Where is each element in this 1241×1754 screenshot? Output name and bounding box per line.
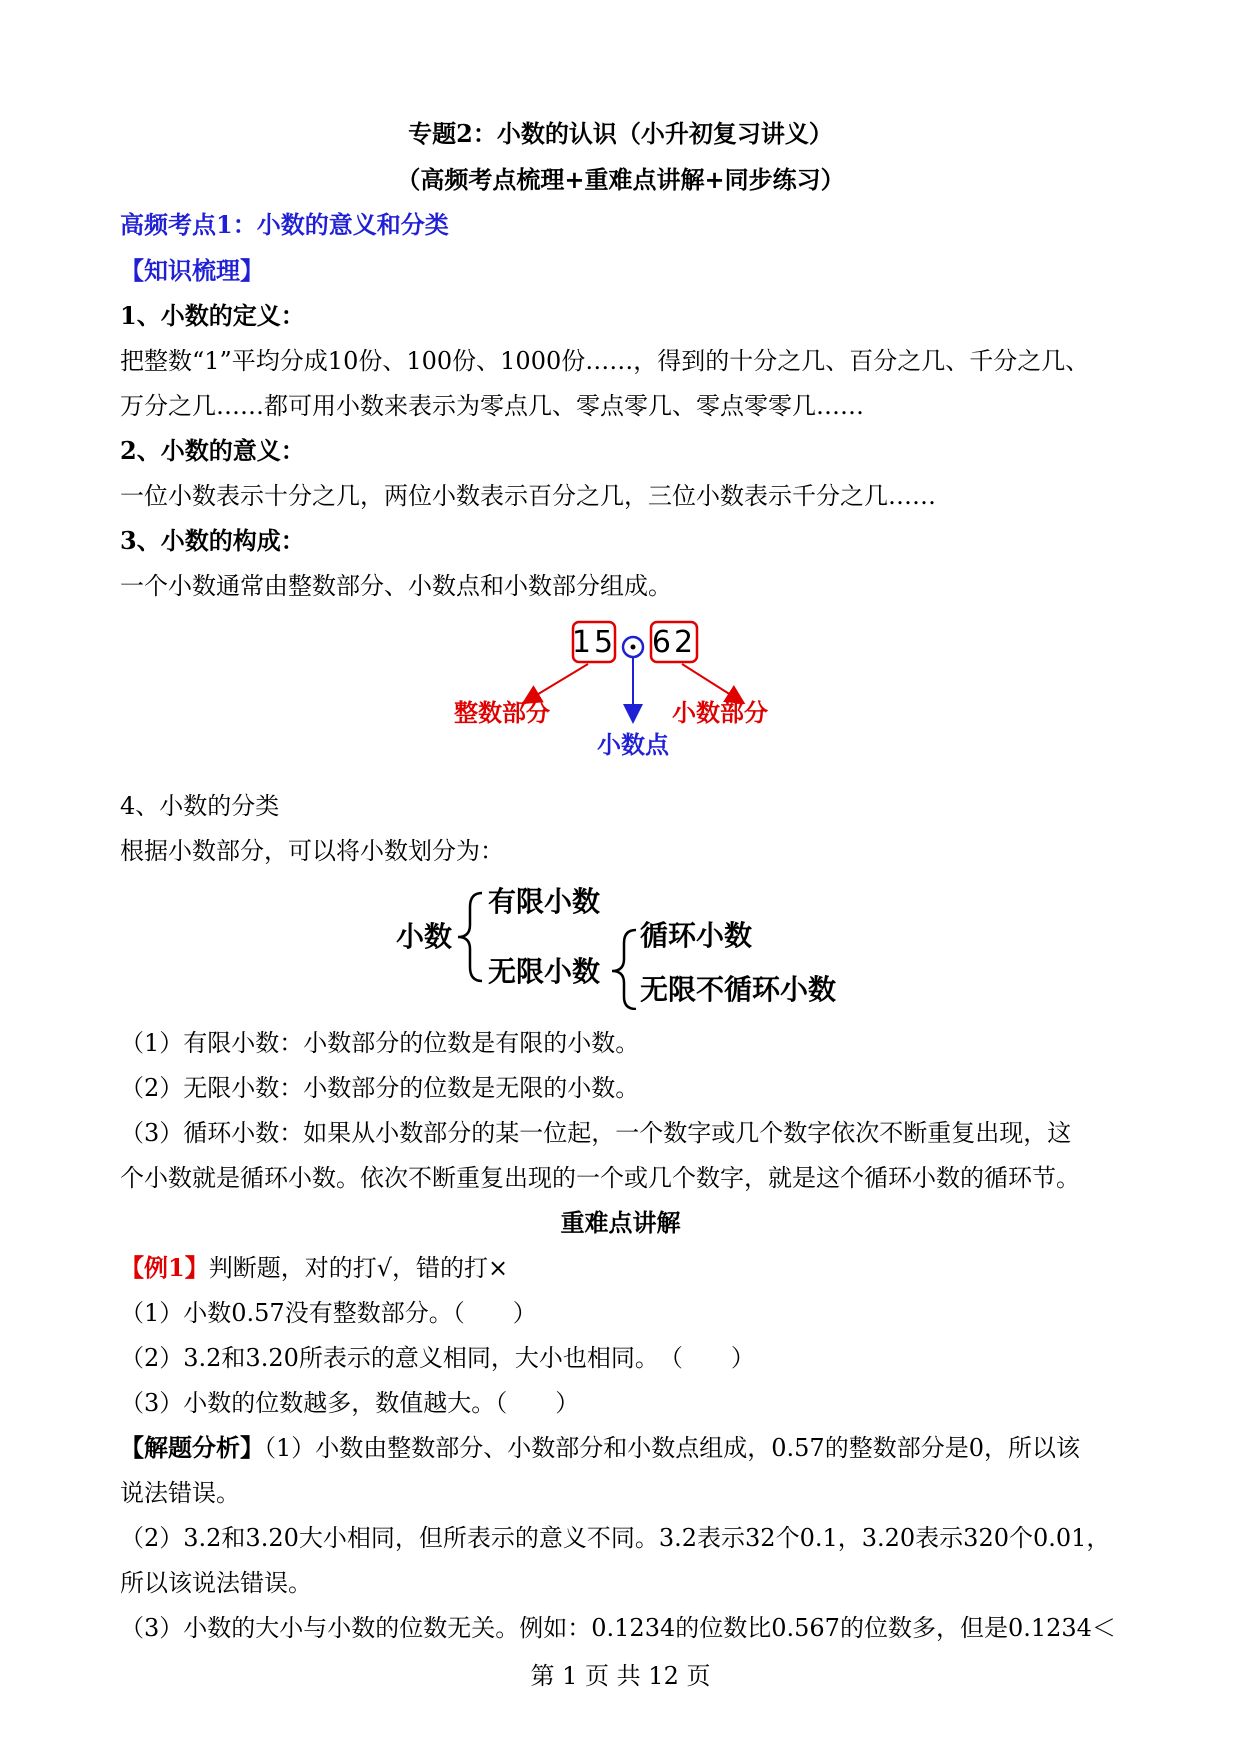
question-3: （3）小数的位数越多，数值越大。（ ） xyxy=(120,1389,580,1417)
brace-1 xyxy=(458,893,482,981)
decimal-composition-diagram xyxy=(440,610,800,760)
tree-root: 小数 xyxy=(396,920,453,953)
integer-part-label: 整数部分 xyxy=(454,699,550,727)
decimal-part-label: 小数部分 xyxy=(672,699,768,727)
classify-line: 根据小数部分，可以将小数划分为： xyxy=(120,837,504,865)
knowledge-tag: 【知识梳理】 xyxy=(120,256,264,285)
page-number-footer: 第 1 页 共 12 页 xyxy=(530,1662,711,1690)
finite-definition: （1）有限小数：小数部分的位数是有限的小数。 xyxy=(120,1029,640,1057)
answer-2-line-1: （2）3.2和3.20大小相同，但所表示的意义不同。3.2表示32个0.1，3.20表示320个0.01， xyxy=(120,1524,1111,1552)
definition-line-1: 把整数“1”平均分成10份、100份、1000份……，得到的十分之几、百分之几、千分之几、 xyxy=(120,347,1090,375)
integer-digits: 15 xyxy=(571,625,617,660)
document-title: 专题2：小数的认识（小升初复习讲义） xyxy=(408,119,833,148)
tree-recurring: 循环小数 xyxy=(640,919,753,952)
decimal-arrow xyxy=(682,664,742,702)
question-1: （1）小数0.57没有整数部分。（ ） xyxy=(120,1299,537,1327)
key-points-heading: 重难点讲解 xyxy=(560,1208,681,1237)
decimal-point-label: 小数点 xyxy=(597,731,669,759)
definition-line-2: 万分之几……都可用小数来表示为零点几、零点零几、零点零零几…… xyxy=(120,392,864,420)
meaning-line: 一位小数表示十分之几，两位小数表示百分之几，三位小数表示千分之几…… xyxy=(120,482,936,510)
definition-heading: 1、小数的定义： xyxy=(120,301,305,330)
integer-arrow xyxy=(525,664,588,702)
tree-non-recurring: 无限不循环小数 xyxy=(640,973,837,1006)
document-subtitle: （高频考点梳理+重难点讲解+同步练习） xyxy=(396,165,845,194)
example-prompt: 判断题，对的打√，错的打× xyxy=(208,1254,509,1282)
meaning-heading: 2、小数的意义： xyxy=(120,436,305,465)
brace-2 xyxy=(612,930,636,1009)
example-tag: 【例1】 xyxy=(120,1253,209,1282)
composition-line: 一个小数通常由整数部分、小数点和小数部分组成。 xyxy=(120,572,672,600)
analysis-line-1 xyxy=(120,1432,1130,1464)
decimal-classification-tree xyxy=(390,875,860,1010)
answer-3-line-1: （3）小数的大小与小数的位数无关。例如：0.1234的位数比0.567的位数多，但是0.1234＜ xyxy=(120,1614,1116,1642)
recurring-definition-2: 个小数就是循环小数。依次不断重复出现的一个或几个数字，就是这个循环小数的循环节。 xyxy=(120,1164,1080,1192)
classify-heading: 4、小数的分类 xyxy=(120,792,280,820)
question-2: （2）3.2和3.20所表示的意义相同，大小也相同。 （ ） xyxy=(120,1344,755,1372)
composition-heading: 3、小数的构成： xyxy=(120,526,305,555)
answer-2-line-2: 所以该说法错误。 xyxy=(120,1569,312,1597)
decimal-digits: 62 xyxy=(651,625,697,660)
answer-1-line-2: 说法错误。 xyxy=(120,1479,240,1507)
tree-infinite: 无限小数 xyxy=(488,955,601,988)
decimal-point-dot xyxy=(631,645,636,650)
analysis-tag: 【解题分析】 xyxy=(120,1433,264,1462)
tree-finite: 有限小数 xyxy=(488,885,601,918)
answer-1-line-1: （1）小数由整数部分、小数部分和小数点组成，0.57的整数部分是0，所以该 xyxy=(264,1434,1080,1462)
infinite-definition: （2）无限小数：小数部分的位数是无限的小数。 xyxy=(120,1074,640,1102)
example-line xyxy=(120,1252,1130,1284)
recurring-definition-1: （3）循环小数：如果从小数部分的某一位起，一个数字或几个数字依次不断重复出现，这 xyxy=(120,1119,1072,1147)
section-heading: 高频考点1：小数的意义和分类 xyxy=(120,210,449,239)
